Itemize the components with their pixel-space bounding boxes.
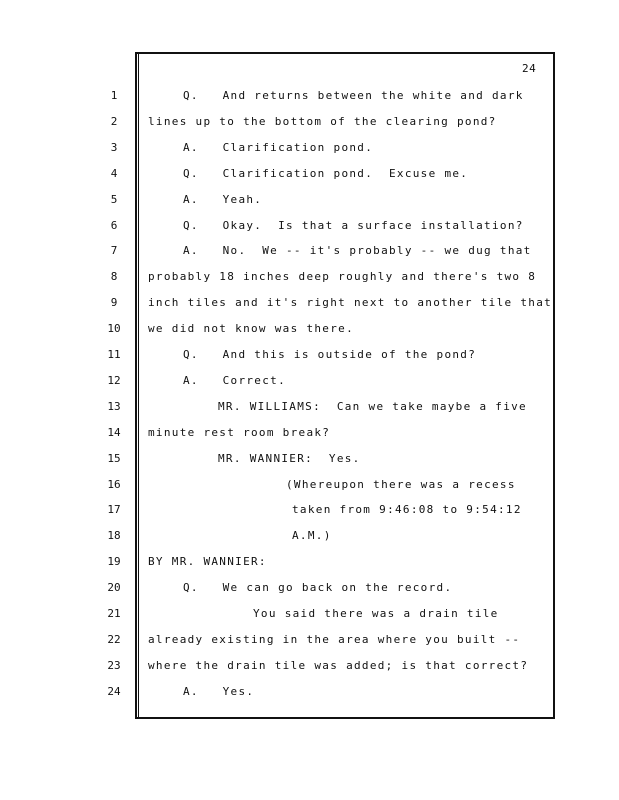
transcript-line-text: we did not know was there. (148, 322, 354, 335)
line-number: 6 (110, 219, 118, 232)
transcript-line-text: Q. Clarification pond. Excuse me. (183, 167, 469, 180)
line-number: 7 (110, 244, 118, 257)
line-number: 4 (110, 167, 118, 180)
line-number: 3 (110, 141, 118, 154)
line-number: 1 (110, 89, 118, 102)
transcript-line-text: where the drain tile was added; is that correct? (148, 659, 529, 672)
transcript-line-text: (Whereupon there was a recess (286, 478, 516, 491)
line-number: 23 (107, 659, 121, 672)
line-number: 22 (107, 633, 121, 646)
transcript-line-text: A. Correct. (183, 374, 286, 387)
line-number: 17 (107, 503, 121, 516)
transcript-line-text: lines up to the bottom of the clearing pond? (148, 115, 497, 128)
transcript-line-text: probably 18 inches deep roughly and there's two 8 (148, 270, 537, 283)
line-number: 16 (107, 478, 121, 491)
line-number: 20 (107, 581, 121, 594)
transcript-line-text: A. No. We -- it's probably -- we dug that (183, 244, 532, 257)
line-number: 5 (110, 193, 118, 206)
transcript-line-text: MR. WANNIER: Yes. (218, 452, 361, 465)
line-number: 9 (110, 296, 118, 309)
line-number: 8 (110, 270, 118, 283)
transcript-line-text: You said there was a drain tile (253, 607, 499, 620)
line-number: 15 (107, 452, 121, 465)
transcript-line-text: MR. WILLIAMS: Can we take maybe a five (218, 400, 527, 413)
line-number: 10 (107, 322, 121, 335)
line-number: 19 (107, 555, 121, 568)
transcript-line-text: A. Clarification pond. (183, 141, 374, 154)
line-number: 2 (110, 115, 118, 128)
line-number: 14 (107, 426, 121, 439)
line-number: 13 (107, 400, 121, 413)
transcript-line-text: BY MR. WANNIER: (148, 555, 267, 568)
transcript-line-text: A. Yeah. (183, 193, 263, 206)
line-number: 11 (107, 348, 121, 361)
transcript-line-text: Q. Okay. Is that a surface installation? (183, 219, 524, 232)
line-number: 21 (107, 607, 121, 620)
transcript-line-text: Q. And this is outside of the pond? (183, 348, 477, 361)
line-number: 24 (107, 685, 121, 698)
transcript-line-text: A.M.) (292, 529, 332, 542)
line-number: 12 (107, 374, 121, 387)
transcript-line-text: inch tiles and it's right next to another tile that (148, 296, 553, 309)
transcript-line-text: Q. And returns between the white and dark (183, 89, 524, 102)
line-number: 18 (107, 529, 121, 542)
left-margin-rule (138, 53, 139, 718)
transcript-line-text: minute rest room break? (148, 426, 331, 439)
transcript-line-text: already existing in the area where you built -- (148, 633, 521, 646)
page-number: 24 (522, 62, 537, 75)
transcript-line-text: A. Yes. (183, 685, 255, 698)
transcript-line-text: Q. We can go back on the record. (183, 581, 453, 594)
transcript-line-text: taken from 9:46:08 to 9:54:12 (292, 503, 522, 516)
